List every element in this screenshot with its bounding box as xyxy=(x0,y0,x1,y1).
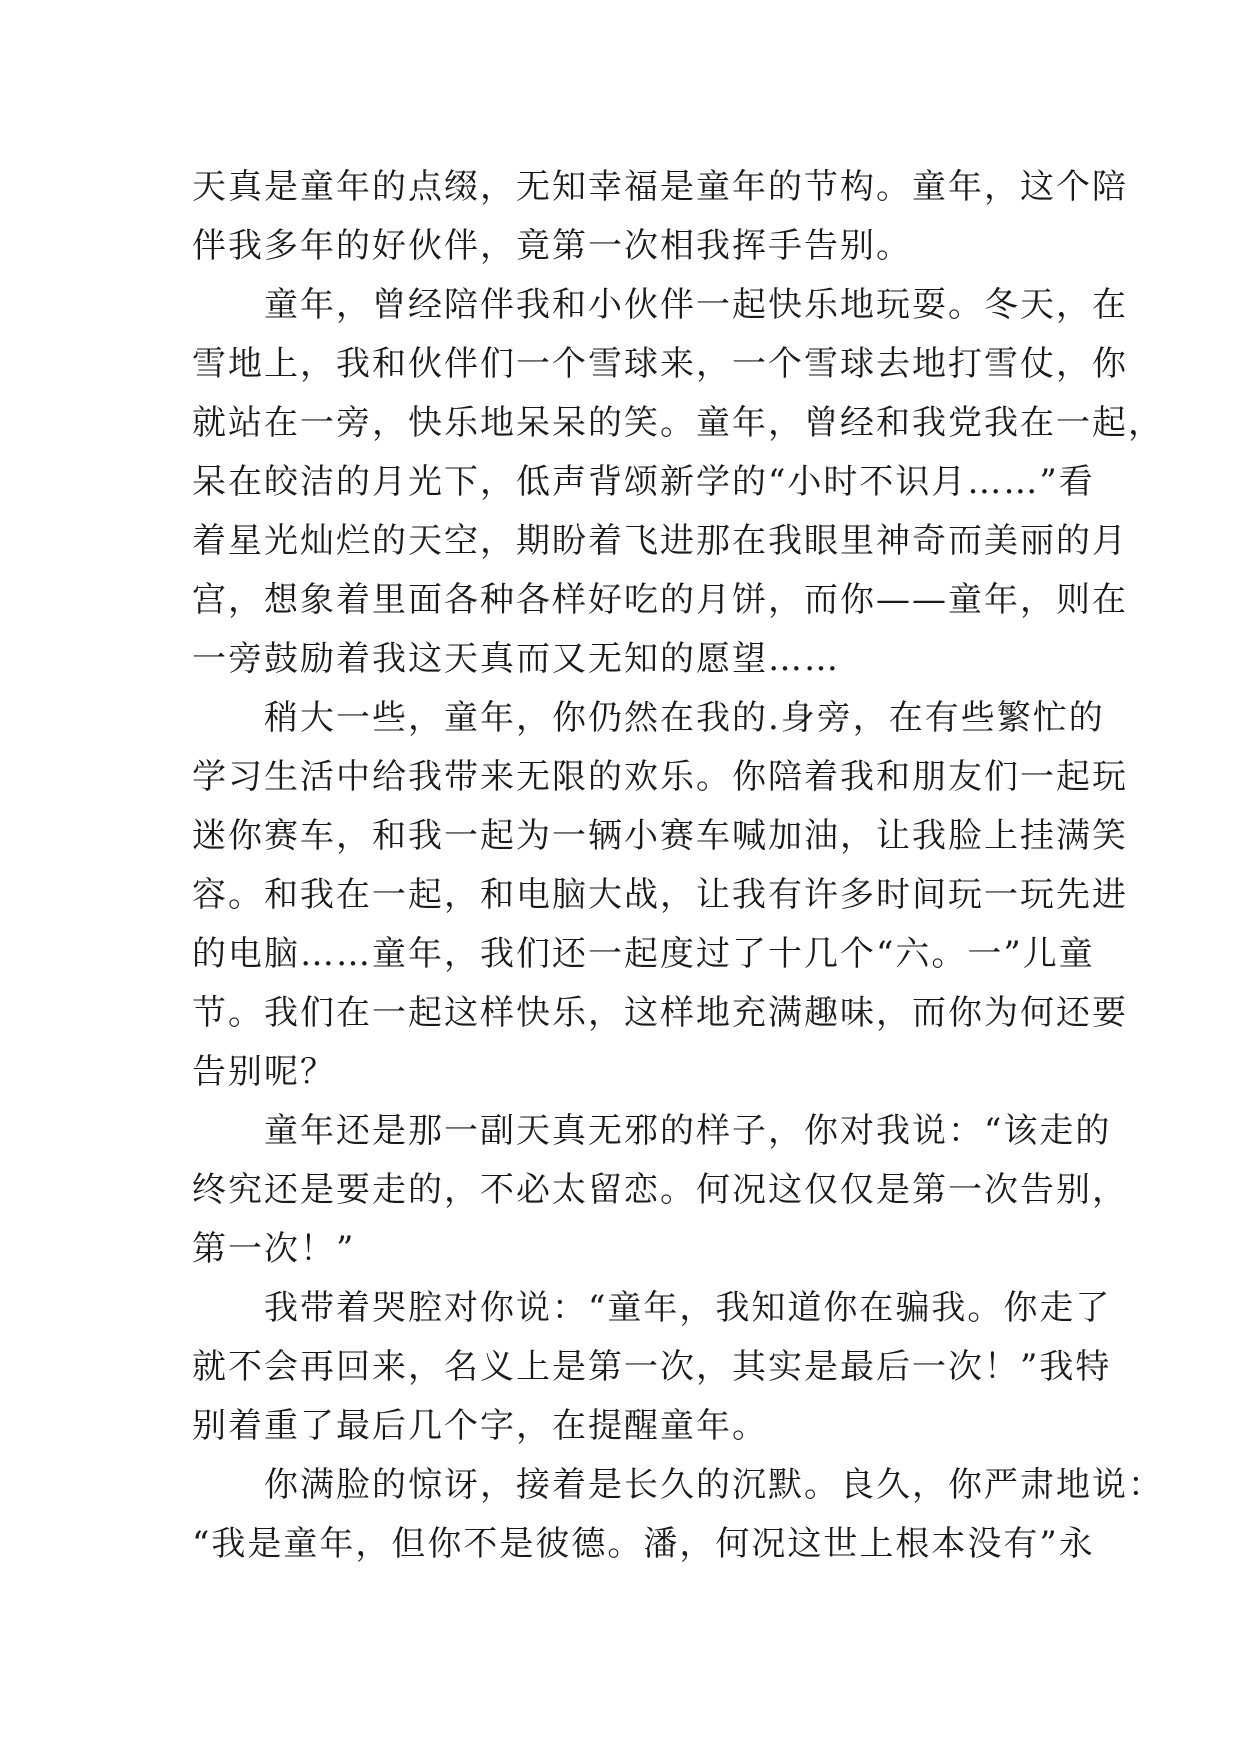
text-line: 的电脑……童年，我们还一起度过了十几个“六。一”儿童 xyxy=(192,934,1095,974)
text-line: 一旁鼓励着我这天真而又无知的愿望…… xyxy=(192,639,840,679)
paragraph-start-line: 稍大一些，童年，你仍然在我的.身旁，在有些繁忙的 xyxy=(264,698,1105,738)
text-line: 学习生活中给我带来无限的欢乐。你陪着我和朋友们一起玩 xyxy=(192,757,1128,797)
text-line: 伴我多年的好伙伴，竟第一次相我挥手告别。 xyxy=(192,226,912,266)
text-line: 终究还是要走的，不必太留恋。何况这仅仅是第一次告别， xyxy=(192,1170,1128,1210)
text-line: 宫，想象着里面各种各样好吃的月饼，而你——童年，则在 xyxy=(192,580,1128,620)
paragraph-start-line: 童年，曾经陪伴我和小伙伴一起快乐地玩耍。冬天，在 xyxy=(264,285,1128,325)
text-line: 就不会再回来，名义上是第一次，其实是最后一次！”我特 xyxy=(192,1347,1112,1387)
paragraph-start-line: 童年还是那一副天真无邪的样子，你对我说：“该走的 xyxy=(264,1111,1112,1151)
paragraph-start-line: 你满脸的惊讶，接着是长久的沉默。良久，你严肃地说： xyxy=(264,1465,1164,1505)
text-line: 迷你赛车，和我一起为一辆小赛车喊加油，让我脸上挂满笑 xyxy=(192,816,1128,856)
text-line: 天真是童年的点缀，无知幸福是童年的节构。童年，这个陪 xyxy=(192,167,1128,207)
text-line: 别着重了最后几个字，在提醒童年。 xyxy=(192,1406,768,1446)
paragraph-start-line: 我带着哭腔对你说：“童年，我知道你在骗我。你走了 xyxy=(264,1288,1112,1328)
text-line: 雪地上，我和伙伴们一个雪球来，一个雪球去地打雪仗，你 xyxy=(192,344,1128,384)
text-line: 呆在皎洁的月光下，低声背颂新学的“小时不识月……”看 xyxy=(192,462,1095,502)
text-line: 着星光灿烂的天空，期盼着飞进那在我眼里神奇而美丽的月 xyxy=(192,521,1128,561)
text-line: 第一次！” xyxy=(192,1229,356,1269)
text-line: 节。我们在一起这样快乐，这样地充满趣味，而你为何还要 xyxy=(192,993,1128,1033)
text-line: “我是童年，但你不是彼德。潘，何况这世上根本没有”永 xyxy=(192,1524,1095,1564)
essay-body xyxy=(192,158,1164,1574)
text-line: 容。和我在一起，和电脑大战，让我有许多时间玩一玩先进 xyxy=(192,875,1128,915)
text-line: 告别呢？ xyxy=(192,1052,336,1092)
text-line: 就站在一旁，快乐地呆呆的笑。童年，曾经和我党我在一起， xyxy=(192,403,1164,443)
